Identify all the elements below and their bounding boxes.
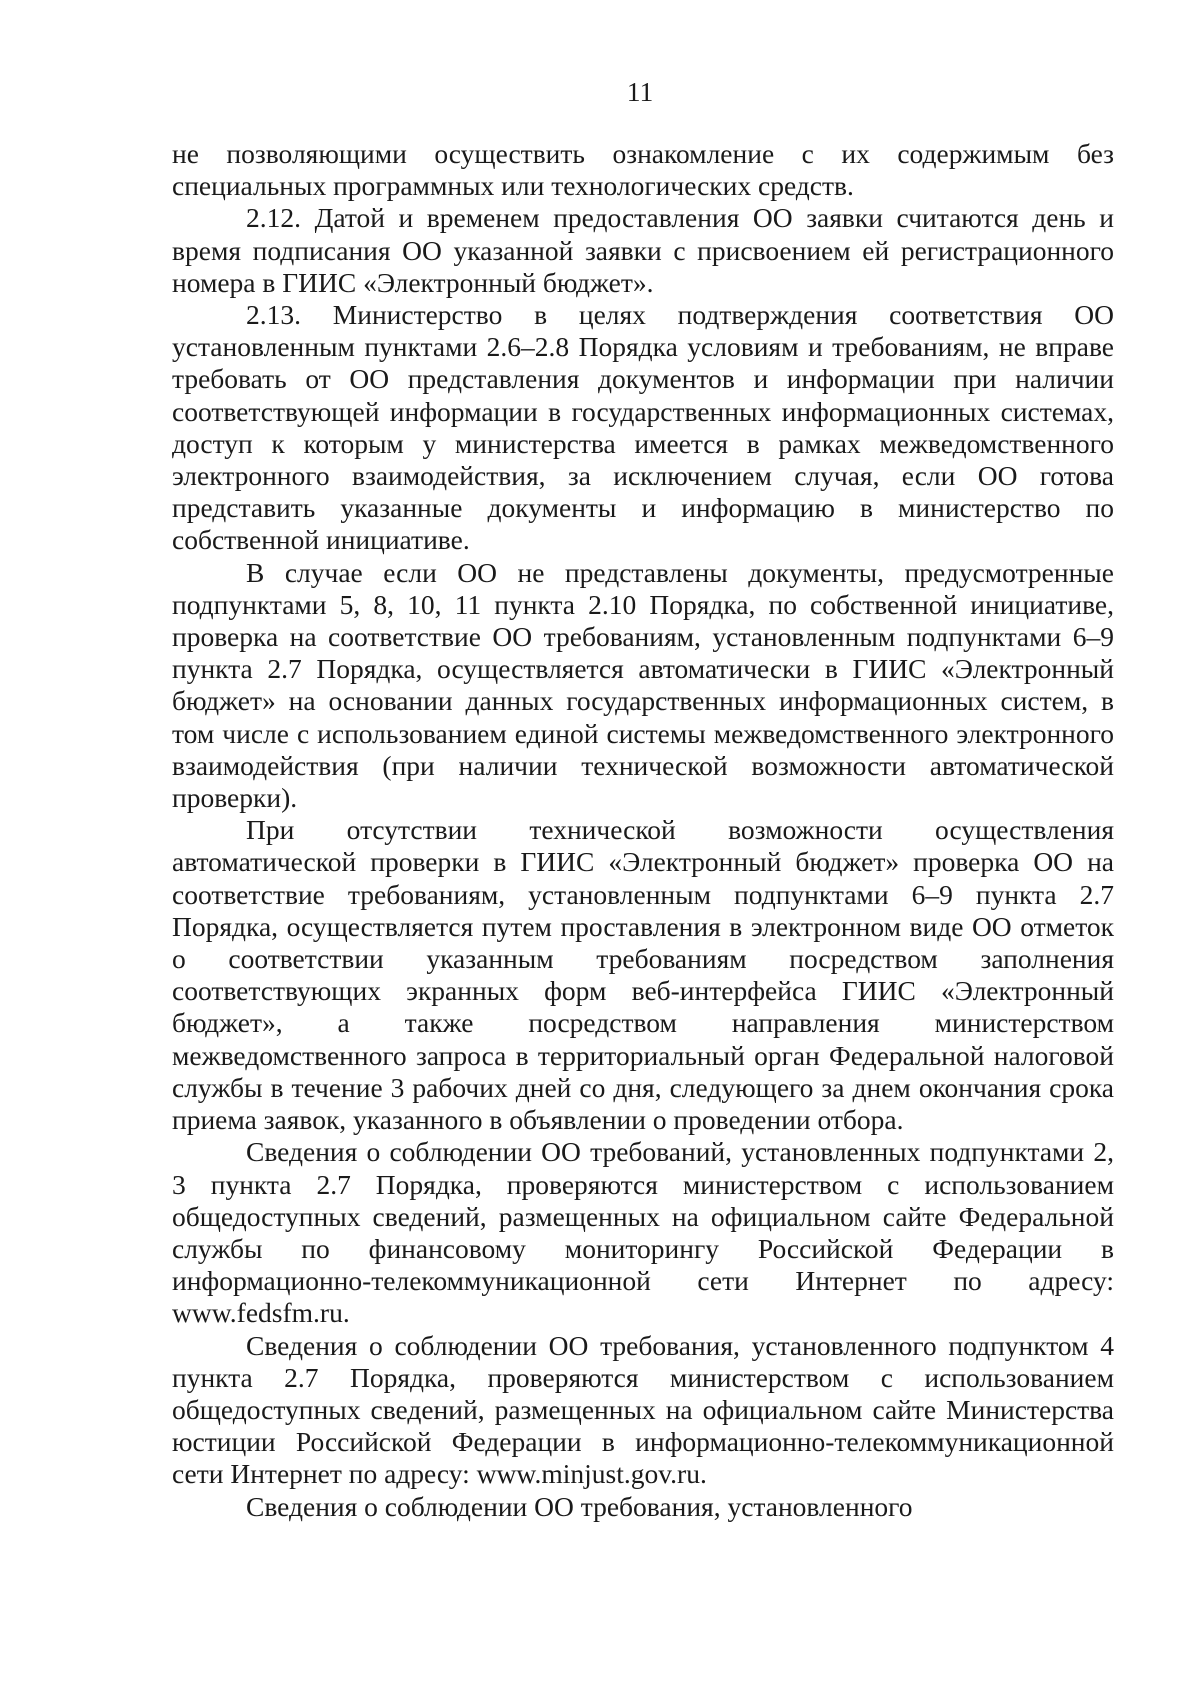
paragraph-2-12: 2.12. Датой и временем предоставления ОО заявки считаются день и время подписания ОО указанной заявки с присвоением ей регистрационного номера в ГИИС «Электронный бюджет». (172, 202, 1114, 298)
paragraph-2-13: 2.13. Министерство в целях подтверждения соответствия ОО установленным пунктами 2.6–2.8 Порядка условиям и требованиям, не вправе требовать от ОО представления документов и информации при наличии соответствующей информации в государственных информационных системах, доступ к которым у министерства имеется в рамках межведомственного электронного взаимодействия, за исключением случая, если ОО готова представить указанные документы и информацию в министерство по собственной инициативе. (172, 299, 1114, 556)
paragraph-info-subitem-4: Сведения о соблюдении ОО требования, установленного подпунктом 4 пункта 2.7 Порядка, проверяются министерством с использованием общедоступных сведений, размещенных на официальном сайте Министерства юстиции Российской Федерации в информационно-телекоммуникационной сети Интернет по адресу: www.minjust.gov.ru. (172, 1329, 1114, 1490)
page-number: 11 (626, 76, 654, 107)
paragraph-no-technical-possibility: При отсутствии технической возможности осуществления автоматической проверки в ГИИС «Электронный бюджет» проверка ОО на соответствие требованиям, установленным подпунктами 6–9 пункта 2.7 Порядка, осуществляется путем проставления в электронном виде ОО отметок о соответствии указанным требованиям посредством заполнения соответствующих экранных форм веб-интерфейса ГИИС «Электронный бюджет», а также посредством направления министерством межведомственного запроса в территориальный орган Федеральной налоговой службы в течение 3 рабочих дней со дня, следующего за днем окончания срока приема заявок, указанного в объявлении о проведении отбора. (172, 814, 1114, 1136)
paragraph-info-subitems-2-3: Сведения о соблюдении ОО требований, установленных подпунктами 2, 3 пункта 2.7 Порядка, проверяются министерством с использованием общедоступных сведений, размещенных на официальном сайте Федеральной службы по финансовому мониторингу Российской Федерации в информационно-телекоммуникационной сети Интернет по адресу: www.fedsfm.ru. (172, 1136, 1114, 1329)
paragraph-info-next: Сведения о соблюдении ОО требования, установленного (246, 1490, 913, 1522)
document-body (172, 138, 1114, 1523)
paragraph-case-not-submitted: В случае если ОО не представлены документы, предусмотренные подпунктами 5, 8, 10, 11 пункта 2.10 Порядка, по собственной инициативе, проверка на соответствие ОО требованиям, установленным подпунктами 6–9 пункта 2.7 Порядка, осуществляется автоматически в ГИИС «Электронный бюджет» на основании данных государственных информационных систем, в том числе с использованием единой системы межведомственного электронного взаимодействия (при наличии технической возможности автоматической проверки). (172, 556, 1114, 814)
paragraph-continuation: не позволяющими осуществить ознакомление с их содержимым без специальных программных или технологических средств. (172, 138, 1114, 202)
